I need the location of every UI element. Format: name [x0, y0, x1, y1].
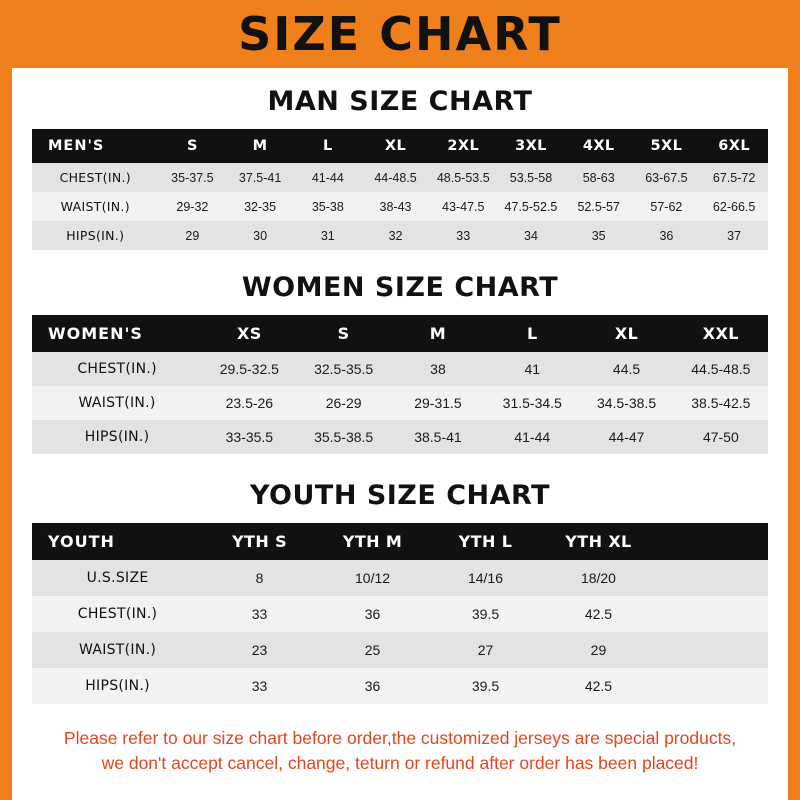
table-header-row — [32, 129, 768, 163]
man-cell-0-7: 63-67.5 — [645, 170, 688, 185]
women-cell-2-3: 41-44 — [514, 429, 551, 445]
table-row — [32, 596, 768, 632]
women-cell-1-3: 31.5-34.5 — [502, 395, 562, 411]
women-cell-0-2: 38 — [430, 361, 446, 377]
youth-cell-2-1: 25 — [364, 642, 381, 658]
women-header-cell-2: S — [337, 324, 350, 343]
women-cell-0-3: 41 — [524, 361, 541, 377]
youth-header-cell-0: YOUTH — [48, 532, 115, 551]
women-header-cell-6: XXL — [702, 324, 739, 343]
man-section-title: MAN SIZE CHART — [267, 86, 533, 117]
youth-cell-3-0: 33 — [251, 678, 268, 694]
women-header-cell-5: XL — [614, 324, 639, 343]
man-header-cell-3: L — [322, 138, 333, 154]
table-row — [32, 386, 768, 420]
footer-note-line-1: Please refer to our size chart before order,the customized jerseys are special products, — [63, 728, 737, 748]
man-header-cell-1: S — [186, 138, 198, 154]
youth-cell-1-3: 42.5 — [584, 606, 613, 622]
man-cell-2-2: 31 — [320, 228, 335, 243]
youth-row-label-0: U.S.SIZE — [86, 570, 149, 586]
youth-cell-2-0: 23 — [251, 642, 268, 658]
women-cell-0-0: 29.5-32.5 — [219, 361, 279, 377]
man-cell-2-6: 35 — [591, 228, 606, 243]
man-cell-2-0: 29 — [185, 228, 200, 243]
man-cell-1-8: 62-66.5 — [712, 199, 756, 214]
youth-cell-0-1: 10/12 — [355, 570, 391, 586]
man-cell-2-8: 37 — [727, 228, 742, 243]
women-header-cell-0: WOMEN'S — [48, 324, 143, 343]
page-banner — [0, 0, 800, 68]
man-header-cell-2: M — [252, 138, 268, 154]
man-cell-2-4: 33 — [456, 228, 471, 243]
women-cell-1-0: 23.5-26 — [225, 395, 274, 411]
women-row-label-2: HIPS(IN.) — [84, 429, 150, 445]
man-cell-1-1: 32-35 — [244, 199, 277, 214]
youth-section-title: YOUTH SIZE CHART — [249, 480, 551, 511]
youth-cell-2-4 — [655, 632, 768, 668]
youth-header-cell-3: YTH L — [458, 532, 513, 551]
youth-cell-1-2: 39.5 — [471, 606, 500, 622]
youth-cell-0-0: 8 — [255, 570, 264, 586]
man-cell-1-0: 29-32 — [176, 199, 209, 214]
youth-cell-1-1: 36 — [364, 606, 381, 622]
table-header-row — [32, 523, 768, 560]
man-cell-1-2: 35-38 — [311, 199, 344, 214]
youth-cell-3-2: 39.5 — [471, 678, 500, 694]
man-cell-2-3: 32 — [388, 228, 403, 243]
man-cell-0-1: 37.5-41 — [238, 170, 282, 185]
footer-note-line-2: we don't accept cancel, change, teturn or refund after order has been placed! — [101, 752, 699, 773]
youth-cell-3-4 — [655, 668, 768, 704]
man-size-section — [12, 86, 788, 250]
youth-size-table — [32, 523, 768, 704]
man-cell-0-2: 41-44 — [311, 170, 344, 185]
women-cell-0-5: 44.5-48.5 — [691, 361, 751, 377]
youth-cell-3-1: 36 — [364, 678, 381, 694]
man-size-table — [32, 129, 768, 250]
man-header-cell-4: XL — [384, 138, 407, 154]
women-size-section — [12, 272, 788, 454]
man-cell-2-1: 30 — [253, 228, 268, 243]
table-header-row — [32, 315, 768, 352]
man-cell-1-7: 57-62 — [650, 199, 683, 214]
man-header-cell-7: 4XL — [582, 138, 615, 154]
man-header-cell-6: 3XL — [515, 138, 547, 154]
man-cell-0-6: 58-63 — [582, 170, 615, 185]
women-cell-0-1: 32.5-35.5 — [314, 361, 374, 377]
man-cell-2-5: 34 — [524, 228, 538, 243]
man-cell-1-6: 52.5-57 — [577, 199, 620, 214]
page-title: SIZE CHART — [238, 7, 562, 61]
youth-cell-2-2: 27 — [477, 642, 494, 658]
man-header-cell-9: 6XL — [718, 138, 750, 154]
man-cell-1-4: 43-47.5 — [442, 199, 485, 214]
women-row-label-0: CHEST(IN.) — [77, 361, 157, 377]
footer-note — [26, 726, 774, 776]
man-cell-0-0: 35-37.5 — [171, 170, 214, 185]
man-header-cell-0: MEN'S — [48, 138, 105, 154]
man-cell-0-5: 53.5-58 — [509, 170, 553, 185]
man-row-label-1: WAIST(IN.) — [60, 199, 130, 214]
youth-cell-2-3: 29 — [590, 642, 607, 658]
youth-header-cell-1: YTH S — [232, 532, 288, 551]
man-cell-1-5: 47.5-52.5 — [504, 199, 558, 214]
man-cell-2-7: 36 — [659, 228, 674, 243]
women-header-cell-4: L — [526, 324, 538, 343]
women-cell-2-5: 47-50 — [702, 429, 739, 445]
women-cell-2-1: 35.5-38.5 — [314, 429, 374, 445]
youth-cell-3-3: 42.5 — [584, 678, 613, 694]
man-header-cell-5: 2XL — [447, 138, 480, 154]
table-row — [32, 352, 768, 386]
women-header-cell-1: XS — [237, 324, 262, 343]
youth-cell-0-3: 18/20 — [580, 570, 616, 586]
man-cell-1-3: 38-43 — [379, 199, 412, 214]
man-cell-0-8: 67.5-72 — [712, 170, 756, 185]
man-header-cell-8: 5XL — [650, 138, 683, 154]
women-cell-2-0: 33-35.5 — [225, 429, 274, 445]
man-row-label-0: CHEST(IN.) — [59, 170, 131, 185]
table-row — [32, 668, 768, 704]
table-row — [32, 560, 768, 596]
youth-cell-0-4 — [655, 560, 768, 596]
women-cell-1-5: 38.5-42.5 — [691, 395, 751, 411]
women-cell-1-4: 34.5-38.5 — [596, 395, 657, 411]
youth-header-cell-4: YTH XL — [565, 532, 632, 551]
table-row — [32, 420, 768, 454]
youth-cell-1-0: 33 — [251, 606, 268, 622]
youth-size-section — [12, 480, 788, 704]
youth-cell-1-4 — [655, 596, 768, 632]
women-cell-2-4: 44-47 — [608, 429, 645, 445]
table-row — [32, 192, 768, 221]
man-cell-0-3: 44-48.5 — [374, 170, 417, 185]
table-row — [32, 163, 768, 192]
youth-header-cell-2: YTH M — [342, 532, 403, 551]
youth-header-cell-5 — [655, 523, 768, 560]
women-cell-1-2: 29-31.5 — [414, 395, 462, 411]
youth-cell-0-2: 14/16 — [467, 570, 504, 586]
women-row-label-1: WAIST(IN.) — [78, 395, 156, 411]
table-row — [32, 221, 768, 250]
youth-row-label-1: CHEST(IN.) — [77, 606, 158, 622]
man-row-label-2: HIPS(IN.) — [66, 228, 125, 243]
man-cell-0-4: 48.5-53.5 — [436, 170, 490, 185]
youth-row-label-2: WAIST(IN.) — [78, 642, 157, 658]
women-cell-0-4: 44.5 — [612, 361, 641, 377]
women-size-table — [32, 315, 768, 454]
women-cell-2-2: 38.5-41 — [414, 429, 462, 445]
women-cell-1-1: 26-29 — [325, 395, 362, 411]
women-section-title: WOMEN SIZE CHART — [241, 272, 559, 303]
table-row — [32, 632, 768, 668]
women-header-cell-3: M — [429, 324, 447, 343]
youth-row-label-3: HIPS(IN.) — [85, 678, 150, 694]
